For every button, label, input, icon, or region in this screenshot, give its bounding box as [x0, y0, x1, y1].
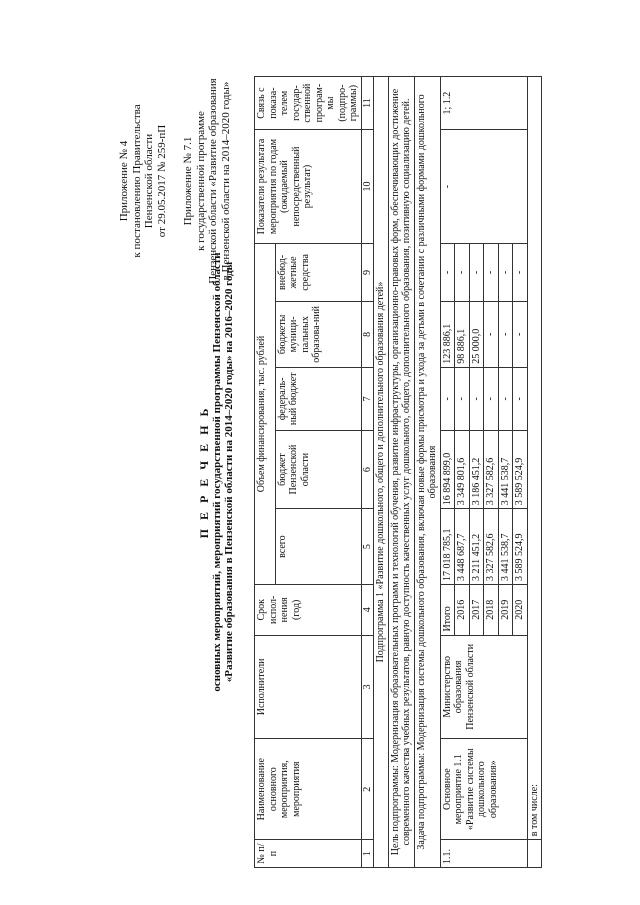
title-line: «Развитие образования в Пензенской области на 2014–2020 годы» на 2016–2020 годы	[223, 261, 235, 683]
row-link: 1; 1.2	[440, 77, 527, 130]
header-funding: Объем финансирования, тыс. рублей	[255, 243, 276, 584]
col-number: 3	[361, 635, 374, 739]
col-number: 2	[361, 739, 374, 840]
row-executor: Министерство образования Пензенской области	[440, 635, 527, 739]
empty-cell	[527, 840, 542, 868]
cell-regional: 3 349 801,6	[455, 430, 470, 508]
cell-municipal: 25 000,0	[469, 302, 484, 368]
header-executors: Исполнители	[255, 635, 362, 739]
title-heading: П Е Р Е Ч Е Н Ь	[197, 405, 211, 539]
cell-year: 2018	[484, 585, 499, 636]
cell-regional: 3 441 538,7	[498, 430, 513, 508]
appendix-line: в Пензенской области на 2014–2020 годы»	[219, 81, 232, 281]
cell-federal: -	[455, 367, 470, 430]
header-total: всего	[275, 509, 361, 585]
cell-off: -	[469, 243, 484, 301]
rotated-content	[2, 42, 632, 902]
cell-year: Итого	[440, 585, 455, 636]
appendix-line: Приложение № 4	[118, 140, 130, 222]
cell-off: -	[498, 243, 513, 301]
col-number: 10	[361, 130, 374, 244]
header-name: Наименование основного мероприятия, мероприятия	[255, 739, 362, 840]
col-number: 7	[361, 367, 374, 430]
col-number: 5	[361, 509, 374, 585]
col-number: 4	[361, 585, 374, 636]
cell-regional: 3 186 451,2	[469, 430, 484, 508]
goal-row: Цель подпрограммы: Модернизация образовательных программ и технологий обучения, развитие инфраструктуры, организационно-правовых форм, обеспечивающих достижение современного качества учебных результатов, равную доступность качественных услуг дошкольного, общего, дополнительного образования, позитивную социализацию детей.	[388, 77, 414, 868]
table-row	[527, 77, 542, 868]
cell-municipal: -	[498, 302, 513, 368]
cell-regional: 3 589 524,9	[513, 430, 528, 508]
cell-total: 17 018 785,1	[440, 509, 455, 585]
appendix-line: к государственной программе	[194, 111, 207, 251]
appendix-line: Пензенской области «Развитие образования	[207, 78, 219, 284]
subprogram-row: Подпрограмма 1 «Развитие дошкольного, общего и дополнительного образования детей»	[374, 77, 389, 868]
cell-total: 3 441 538,7	[498, 509, 513, 585]
cell-regional: 16 894 899,0	[440, 430, 455, 508]
header-term: Срок испол-нения (год)	[255, 585, 362, 636]
col-number: 8	[361, 302, 374, 368]
row-num: 1.1.	[440, 840, 527, 868]
appendix-line: Приложение № 7.1	[182, 136, 194, 226]
cell-total: 3 589 524,9	[513, 509, 528, 585]
cell-municipal: -	[484, 302, 499, 368]
row-indicator: -	[440, 130, 527, 244]
cell-federal: -	[513, 367, 528, 430]
header-municipal: бюджеты муници-пальных образова-ний	[275, 302, 361, 368]
cell-total: 3 448 687,7	[455, 509, 470, 585]
cell-off: -	[513, 243, 528, 301]
col-number: 9	[361, 243, 374, 301]
col-number: 1	[361, 840, 374, 868]
cell-year: 2019	[498, 585, 513, 636]
cell-regional: 3 327 582,6	[484, 430, 499, 508]
header-regional: бюджет Пензенской области	[275, 430, 361, 508]
cell-federal: -	[484, 367, 499, 430]
appendix-line: Пензенской области	[143, 133, 155, 229]
cell-off: -	[440, 243, 455, 301]
cell-municipal: -	[513, 302, 528, 368]
cell-year: 2017	[469, 585, 484, 636]
measures-table	[254, 76, 542, 868]
header-indicators: Показатели результата мероприятия по годам (ожидаемый непосредственный результат)	[255, 130, 362, 244]
appendix-line: от 29.05.2017 № 259-пП	[155, 124, 168, 238]
header-num: № п/п	[255, 840, 362, 868]
including-row: в том числе:	[527, 77, 542, 840]
cell-total: 3 211 451,2	[469, 509, 484, 585]
header-link: Связь с показа-телем государ-ственной програм-мы (подпро-граммы)	[255, 77, 362, 130]
cell-federal: -	[469, 367, 484, 430]
row-name: Основное мероприятие 1.1 «Развитие системы дошкольного образования»	[440, 739, 527, 840]
document-title	[198, 222, 236, 722]
appendix-line: к постановлению Правительства	[130, 104, 143, 258]
cell-total: 3 327 582,6	[484, 509, 499, 585]
cell-year: 2020	[513, 585, 528, 636]
header-federal: федераль-ный бюджет	[275, 367, 361, 430]
cell-federal: -	[440, 367, 455, 430]
cell-off: -	[455, 243, 470, 301]
column-numbers-row	[361, 77, 374, 868]
header-offbudget: внебюд-жетные средства	[275, 243, 361, 301]
cell-municipal: 123 886,1	[440, 302, 455, 368]
cell-year: 2016	[455, 585, 470, 636]
title-line: основных мероприятий, мероприятий государственной программы Пензенской области	[210, 252, 223, 692]
task-row: Задача подпрограммы: Модернизация системы дошкольного образования, включая новые формы присмотра и ухода за детьми в сочетании с различными формами дошкольного образования	[414, 77, 440, 868]
cell-off: -	[484, 243, 499, 301]
cell-municipal: 98 886,1	[455, 302, 470, 368]
col-number: 11	[361, 77, 374, 130]
cell-federal: -	[498, 367, 513, 430]
col-number: 6	[361, 430, 374, 508]
table-row	[440, 77, 455, 868]
